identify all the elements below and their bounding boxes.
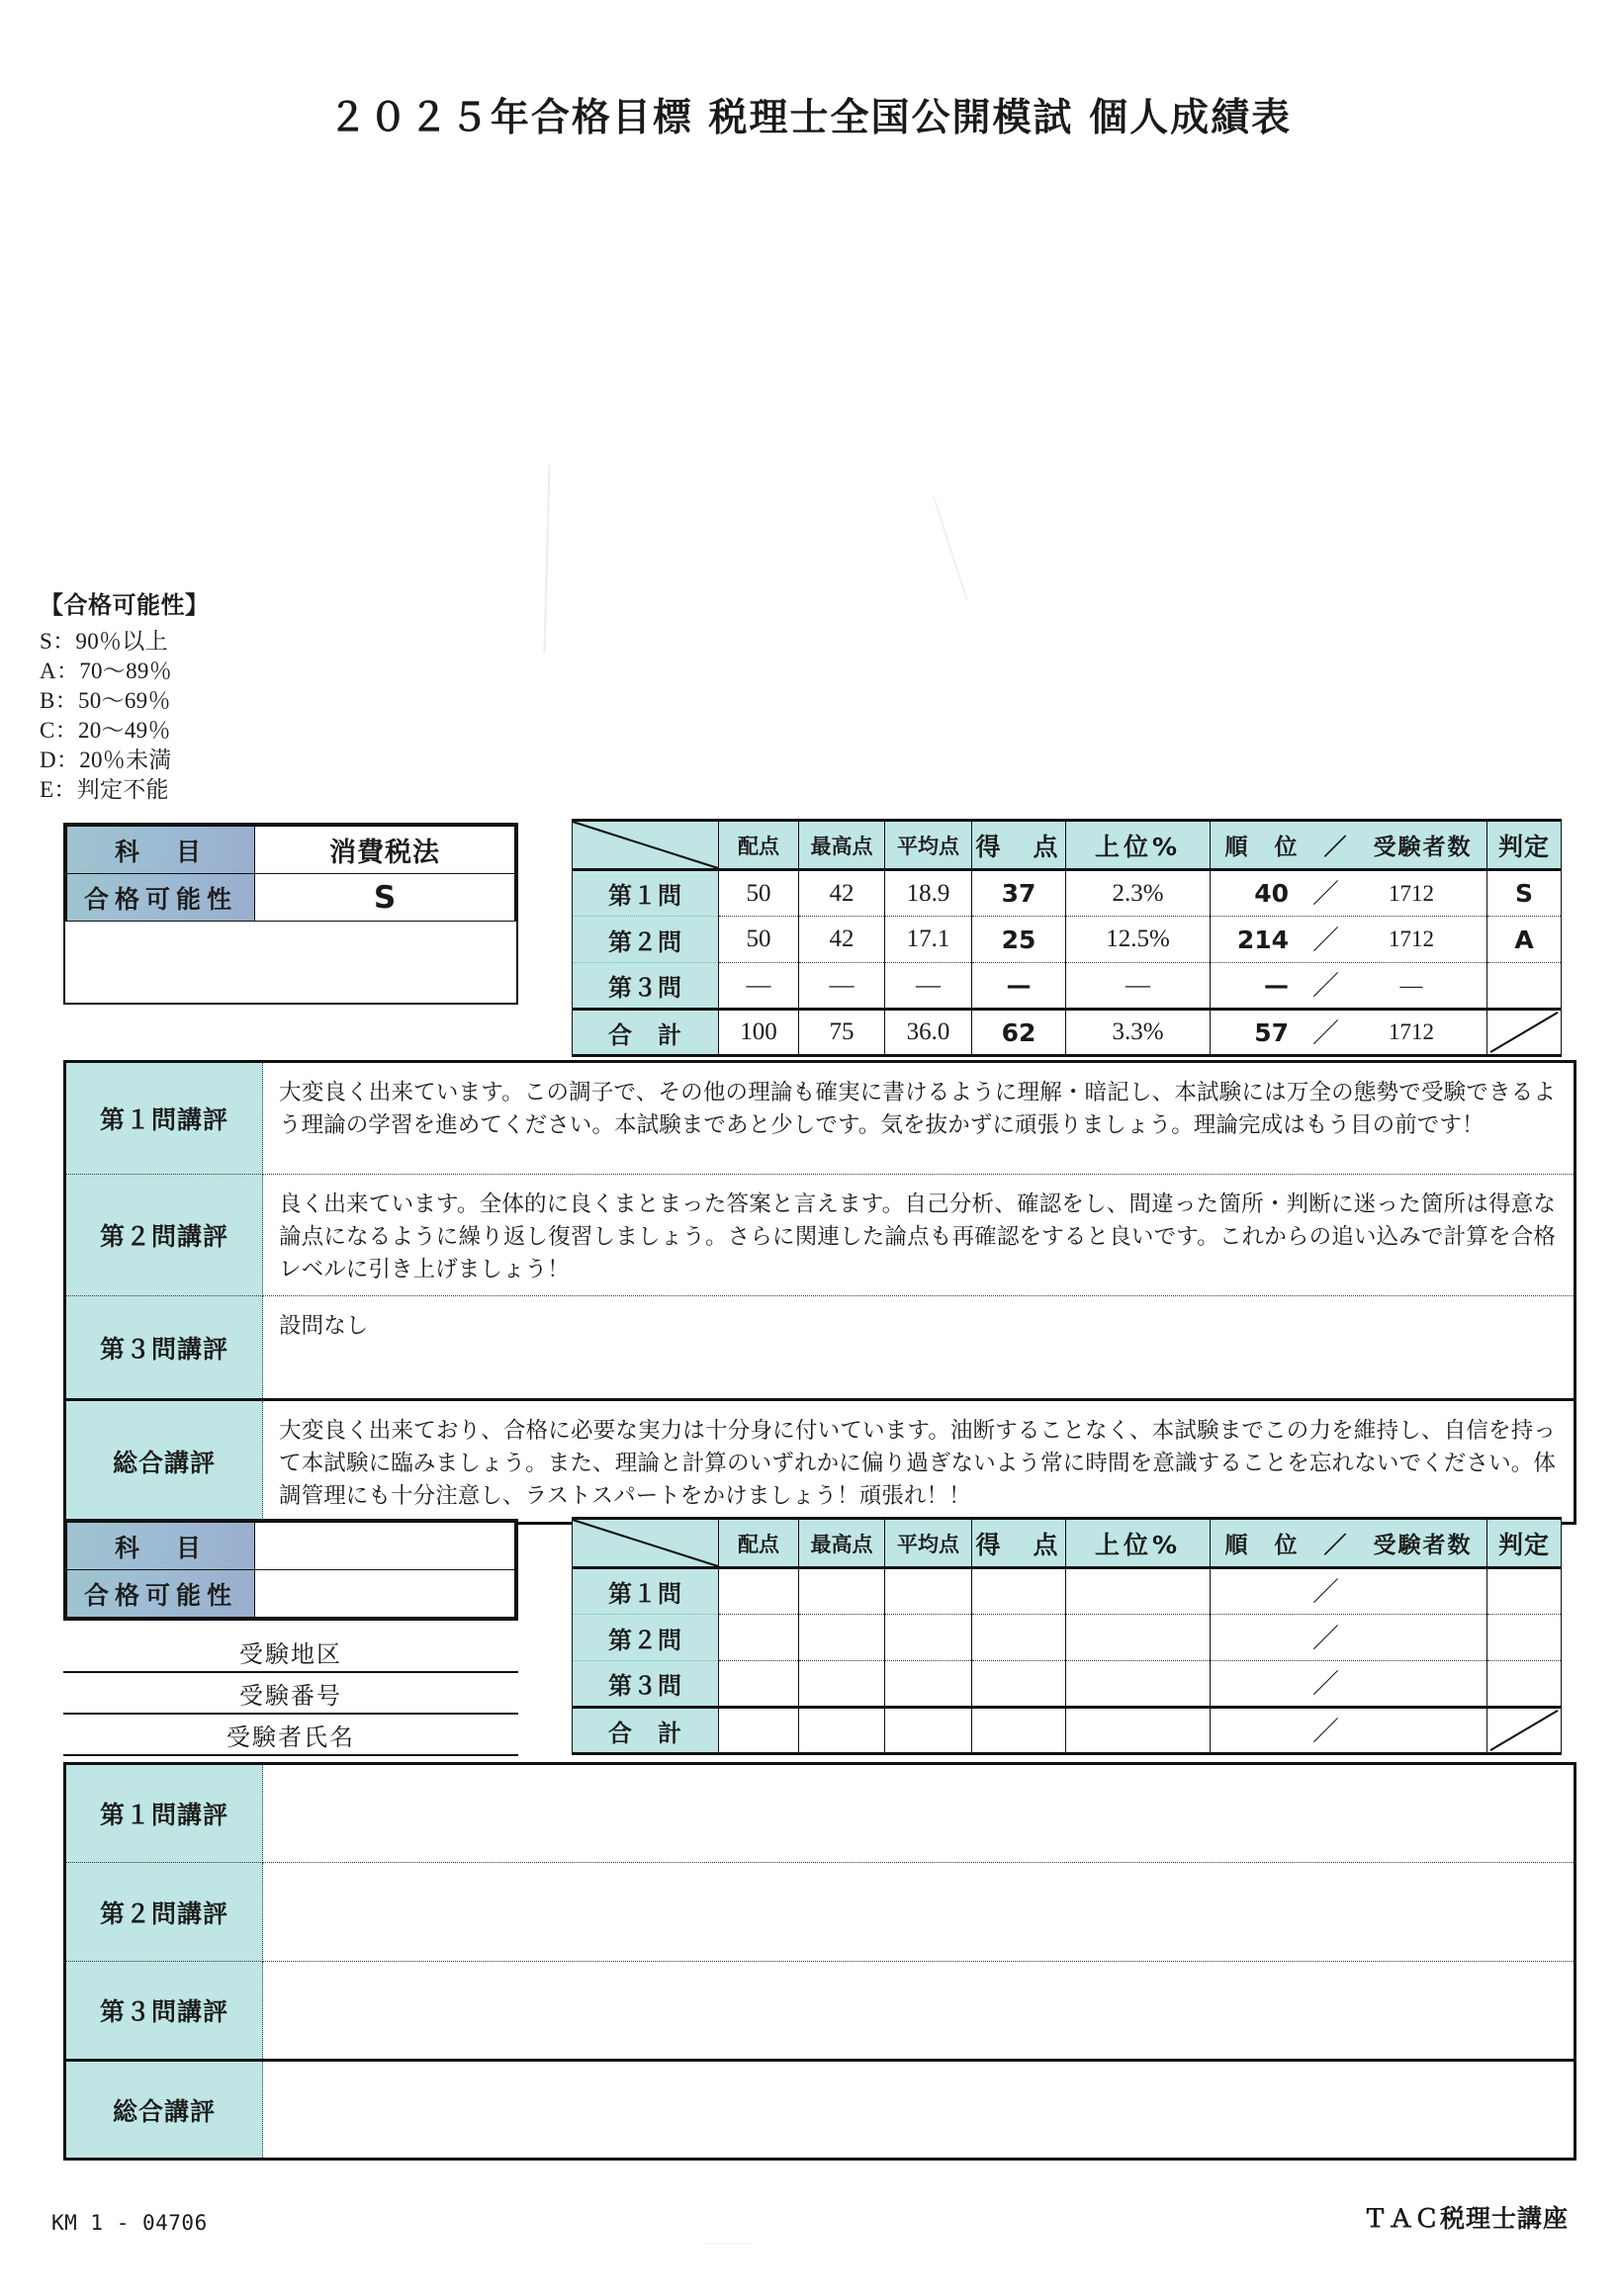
field-examinee-name[interactable]: 受験者氏名 [63, 1715, 518, 1756]
cell-average-q2-bottom[interactable] [885, 1615, 972, 1661]
legend-item-b: B：50〜69％ [40, 688, 171, 713]
field-exam-number[interactable]: 受験番号 [63, 1673, 518, 1715]
cell-allocation-q2-top: 50 [719, 917, 799, 963]
cell-max-total-bottom[interactable] [799, 1708, 885, 1754]
footer-document-code: KM 1 - 04706 [51, 2211, 208, 2235]
score-header-max-bottom: 最高点 [799, 1519, 885, 1568]
comment-label-q1-bottom: 第１問講評 [65, 1764, 263, 1863]
cell-top-percent-q1-bottom[interactable] [1066, 1568, 1211, 1615]
comment-text-q3-top: 設問なし [263, 1296, 1575, 1400]
cell-score-q3-bottom[interactable] [972, 1661, 1066, 1708]
row-label-q3-top: 第３問 [573, 963, 719, 1010]
cell-max-q1-bottom[interactable] [799, 1568, 885, 1615]
score-header-score-bottom: 得 点 [972, 1519, 1066, 1568]
rank-slash-icon: ／ [1312, 1017, 1339, 1048]
cell-rank-q3-top [1211, 963, 1487, 1010]
score-header-rank: 順 位 ／ 受験者数 [1211, 821, 1487, 870]
cell-rank-q3-bottom[interactable] [1211, 1661, 1487, 1708]
comment-text-overall-bottom[interactable] [263, 2061, 1575, 2160]
score-header-corner [573, 821, 719, 870]
cell-allocation-q1-bottom[interactable] [719, 1568, 799, 1615]
legend-heading: 【合格可能性】 [40, 591, 210, 619]
cell-average-q3-top: — [885, 963, 972, 1010]
cell-score-q1-bottom[interactable] [972, 1568, 1066, 1615]
score-header-top-percent: 上位% [1066, 821, 1211, 870]
table-row [573, 1615, 1562, 1661]
footer-provider-name: ＴＡＣ税理士講座 [1362, 2204, 1569, 2233]
table-row [573, 870, 1562, 917]
cell-average-q1-top: 18.9 [885, 870, 972, 917]
row-label-q2-bottom: 第２問 [573, 1615, 719, 1661]
score-header-corner-bottom [573, 1519, 719, 1568]
comment-label-q2-top: 第２問講評 [65, 1175, 263, 1296]
rank-value-q1-top: 40 [1254, 879, 1289, 908]
cell-top-percent-q1-top: 2.3% [1066, 870, 1211, 917]
comment-text-q2-bottom[interactable] [263, 1863, 1575, 1962]
cell-top-percent-q2-top: 12.5% [1066, 917, 1211, 963]
table-row [573, 963, 1562, 1010]
cell-average-q1-bottom[interactable] [885, 1568, 972, 1615]
comment-label-overall-top: 総合講評 [65, 1400, 263, 1524]
cell-allocation-q2-bottom[interactable] [719, 1615, 799, 1661]
score-header-judgement-bottom: 判定 [1487, 1519, 1562, 1568]
score-header-average: 平均点 [885, 821, 972, 870]
comment-row-overall-top [65, 1400, 1575, 1524]
pass-probability-grade-bottom[interactable] [255, 1570, 515, 1618]
page-footer [0, 2199, 1620, 2235]
rank-slash-icon: ／ [1312, 971, 1339, 1001]
subject-label-top: 科 目 [67, 827, 255, 874]
score-header-score: 得 点 [972, 821, 1066, 870]
cell-judgement-q1-top: S [1487, 870, 1562, 917]
examinees-value-q3-top: — [1399, 972, 1423, 998]
cell-allocation-q1-top: 50 [719, 870, 799, 917]
rank-slash-icon: ／ [1312, 925, 1339, 955]
legend-item-d: D：20％未満 [40, 748, 172, 772]
score-header-allocation-bottom: 配点 [719, 1519, 799, 1568]
comment-label-q2-bottom: 第２問講評 [65, 1863, 263, 1962]
subject-summary-box-top [63, 823, 518, 925]
table-row [573, 1568, 1562, 1615]
legend-item-e: E：判定不能 [40, 777, 169, 802]
pass-probability-label-bottom: 合格可能性 [67, 1570, 255, 1618]
cell-score-q2-top: 25 [972, 917, 1066, 963]
field-exam-region[interactable]: 受験地区 [63, 1632, 518, 1673]
score-header-top-percent-bottom: 上位% [1066, 1519, 1211, 1568]
table-row [573, 917, 1562, 963]
score-table-top [572, 819, 1562, 1057]
comment-table-bottom [63, 1762, 1576, 2161]
rank-slash-icon: ／ [1312, 1577, 1339, 1607]
cell-average-q2-top: 17.1 [885, 917, 972, 963]
cell-judgement-total-top-struck [1487, 1010, 1562, 1056]
cell-allocation-q3-bottom[interactable] [719, 1661, 799, 1708]
score-table-bottom [572, 1517, 1562, 1755]
cell-top-percent-q3-bottom[interactable] [1066, 1661, 1211, 1708]
cell-score-q1-top: 37 [972, 870, 1066, 917]
cell-top-percent-q2-bottom[interactable] [1066, 1615, 1211, 1661]
table-row [573, 1708, 1562, 1754]
cell-average-total-bottom[interactable] [885, 1708, 972, 1754]
comment-row-q1-top [65, 1062, 1575, 1175]
row-label-total-top: 合 計 [573, 1010, 719, 1056]
subject-label-bottom: 科 目 [67, 1523, 255, 1570]
legend-item-c: C：20〜49％ [40, 718, 171, 743]
row-label-q3-bottom: 第３問 [573, 1661, 719, 1708]
cell-max-q2-top: 42 [799, 917, 885, 963]
pass-probability-legend [40, 585, 210, 805]
comment-text-q3-bottom[interactable] [263, 1962, 1575, 2061]
score-header-max: 最高点 [799, 821, 885, 870]
row-label-total-bottom: 合 計 [573, 1708, 719, 1754]
subject-value-bottom[interactable] [255, 1523, 515, 1570]
cell-average-total-top: 36.0 [885, 1010, 972, 1056]
cell-score-total-top: 62 [972, 1010, 1066, 1056]
legend-item-a: A：70〜89％ [40, 659, 173, 683]
comment-row-q1-bottom [65, 1764, 1575, 1863]
comment-row-q2-top [65, 1175, 1575, 1296]
rank-slash-icon: ／ [1312, 1623, 1339, 1653]
cell-rank-q2-top [1211, 917, 1487, 963]
comment-table-top [63, 1060, 1576, 1525]
cell-judgement-q3-top [1487, 963, 1562, 1010]
cell-judgement-q2-top: A [1487, 917, 1562, 963]
cell-rank-total-bottom[interactable] [1211, 1708, 1487, 1754]
rank-slash-icon: ／ [1312, 1716, 1339, 1746]
comment-text-q1-bottom[interactable] [263, 1764, 1575, 1863]
cell-max-total-top: 75 [799, 1010, 885, 1056]
row-label-q2-top: 第２問 [573, 917, 719, 963]
cell-top-percent-q3-top: — [1066, 963, 1211, 1010]
cell-judgement-q2-bottom[interactable] [1487, 1615, 1562, 1661]
cell-max-q2-bottom[interactable] [799, 1615, 885, 1661]
cell-score-total-bottom[interactable] [972, 1708, 1066, 1754]
score-header-rank-bottom: 順 位 ／ 受験者数 [1211, 1519, 1487, 1568]
comment-row-q3-top [65, 1296, 1575, 1400]
comment-text-overall-top: 大変良く出来ており、合格に必要な実力は十分身に付いています。油断することなく、本試験までこの力を維持し、自信を持って本試験に臨みましょう。また、理論と計算のいずれかに偏り過ぎないよう常に時間を意識することを忘れないでください。体調管理にも十分注意し、ラストスパートをかけましょう！頑張れ！！ [263, 1400, 1575, 1524]
table-row [573, 1661, 1562, 1708]
cell-score-q3-top: — [972, 963, 1066, 1010]
subject-summary-box-bottom [63, 1519, 518, 1621]
comment-text-q2-top: 良く出来ています。全体的に良くまとまった答案と言えます。自己分析、確認をし、間違った箇所・判断に迷った箇所は得意な論点になるように繰り返し復習しましょう。さらに関連した論点も再確認をすると良いです。これからの追い込みで計算を合格レベルに引き上げましょう！ [263, 1175, 1575, 1296]
cell-max-q1-top: 42 [799, 870, 885, 917]
row-label-q1-bottom: 第１問 [573, 1568, 719, 1615]
rank-value-total-top: 57 [1254, 1017, 1289, 1047]
cell-judgement-q1-bottom[interactable] [1487, 1568, 1562, 1615]
cell-judgement-q3-bottom[interactable] [1487, 1661, 1562, 1708]
cell-average-q3-bottom[interactable] [885, 1661, 972, 1708]
pass-probability-grade-top: S [255, 874, 515, 922]
subject-value-top: 消費税法 [255, 827, 515, 874]
comment-text-q1-top: 大変良く出来ています。この調子で、その他の理論も確実に書けるように理解・暗記し、本試験には万全の態勢で受験できるよう理論の学習を進めてください。本試験まであと少しです。気を抜かずに頑張りましょう。理論完成はもう目の前です！ [263, 1062, 1575, 1175]
scan-crease-artifact [933, 496, 968, 600]
row-label-q1-top: 第１問 [573, 870, 719, 917]
rank-slash-icon: ／ [1312, 879, 1339, 909]
score-header-average-bottom: 平均点 [885, 1519, 972, 1568]
rank-value-q2-top: 214 [1236, 925, 1289, 954]
cell-rank-total-top [1211, 1010, 1487, 1056]
comment-label-q1-top: 第１問講評 [65, 1062, 263, 1175]
cell-top-percent-total-top: 3.3% [1066, 1010, 1211, 1056]
rank-value-q3-top: — [1264, 971, 1289, 1000]
cell-allocation-q3-top: — [719, 963, 799, 1010]
cell-top-percent-total-bottom[interactable] [1066, 1708, 1211, 1754]
cell-max-q3-bottom[interactable] [799, 1661, 885, 1708]
table-row [573, 1010, 1562, 1056]
cell-score-q2-bottom[interactable] [972, 1615, 1066, 1661]
examinees-value-total-top: 1712 [1389, 1019, 1434, 1044]
pass-probability-label-top: 合格可能性 [67, 874, 255, 922]
comment-row-overall-bottom [65, 2061, 1575, 2160]
comment-label-q3-top: 第３問講評 [65, 1296, 263, 1400]
page-title: ２０２５年合格目標 税理士全国公開模試 個人成績表 [327, 96, 1293, 140]
scan-crease-artifact [704, 2243, 754, 2245]
legend-item-s: S：90％以上 [40, 629, 168, 654]
cell-max-q3-top: — [799, 963, 885, 1010]
examinees-value-q1-top: 1712 [1389, 880, 1434, 906]
examinees-value-q2-top: 1712 [1389, 927, 1434, 951]
subject-blank-area-top [63, 922, 518, 1005]
rank-slash-icon: ／ [1312, 1669, 1339, 1699]
scan-crease-artifact [544, 465, 551, 653]
cell-rank-q1-bottom[interactable] [1211, 1568, 1487, 1615]
cell-rank-q1-top [1211, 870, 1487, 917]
cell-allocation-total-top: 100 [719, 1010, 799, 1056]
applicant-fields [63, 1632, 518, 1756]
comment-row-q2-bottom [65, 1863, 1575, 1962]
comment-label-q3-bottom: 第３問講評 [65, 1962, 263, 2061]
score-header-allocation: 配点 [719, 821, 799, 870]
comment-row-q3-bottom [65, 1962, 1575, 2061]
comment-label-overall-bottom: 総合講評 [65, 2061, 263, 2160]
score-header-judgement: 判定 [1487, 821, 1562, 870]
cell-rank-q2-bottom[interactable] [1211, 1615, 1487, 1661]
cell-judgement-total-bottom-struck [1487, 1708, 1562, 1754]
cell-allocation-total-bottom[interactable] [719, 1708, 799, 1754]
